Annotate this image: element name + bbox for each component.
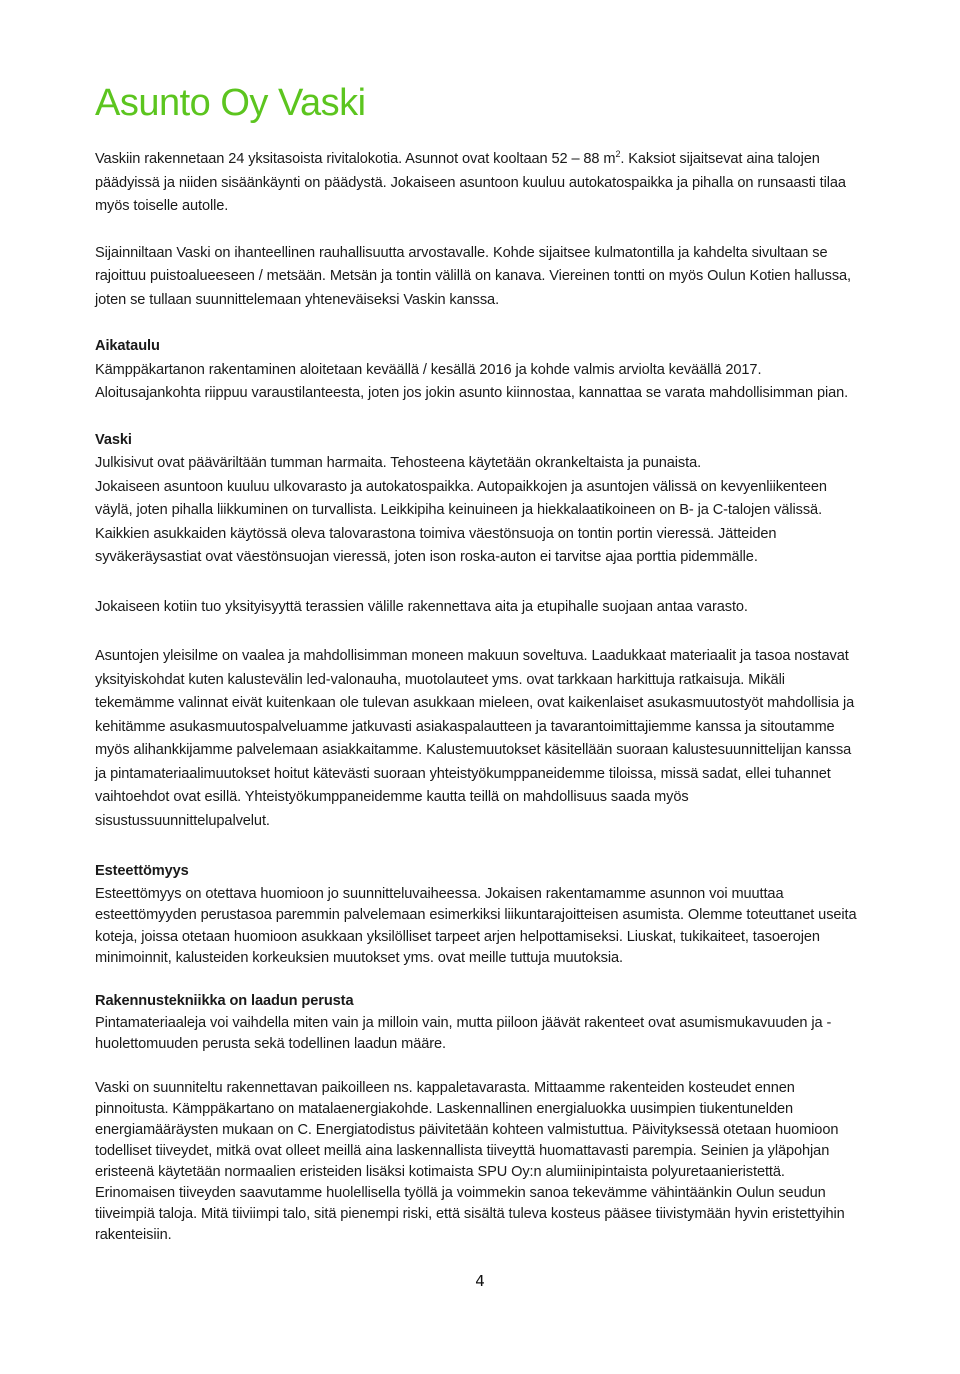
construction-section [95,990,895,1056]
style-line-1: Asuntojen yleisilme on vaalea ja mahdollisimman moneen makuun soveltuva. Laadukkaat materiaalit ja tasoa nostavat [95,648,849,664]
intro-line-1 [95,148,895,172]
accessibility-heading: Esteettömyys [95,863,189,879]
construction-line-2: huolettomuuden perusta sekä todellinen laadun määre. [95,1036,446,1052]
document-page [95,78,895,1269]
technique-line-2: pinnoitusta. Kämppäkartano on matalaenergiakohde. Laskennallinen energialuokka uusimpien tiukentunelden [95,1101,793,1117]
technique-line-5: eristeenä käytetään normaalien eristeiden lisäksi kotimaista SPU Oy:n alumiinipintaista polyuretaanieristettä. [95,1164,785,1180]
style-line-2: yksityiskohdat kuten kalustevälin led-valonauha, muotolauteet yms. ovat tarkkaan harkittuja ratkaisuja. Mikäli [95,671,785,688]
intro-line-1b: . Kaksiot sijaitsevat aina talojen [620,151,820,167]
style-line-3: tekemämme valinnat eivät kuitenkaan ole tulevan asukkaan mieleen, ovat kaikenlaiset asukasmuutostyöt mahdollisia ja [95,695,855,711]
accessibility-section [95,860,895,970]
technique-line-1: Vaski on suunniteltu rakennettavan paikoilleen ns. kappaletavarasta. Mittaamme rakenteiden kosteudet ennen [95,1080,795,1096]
location-line-1: Sijainniltaan Vaski on ihanteellinen rauhallisuutta arvostavalle. Kohde sijaitsee kulmatontilla ja kahdelta sivultaan se [95,244,828,261]
technique-line-4: todelliset tiiveydet, mitkä ovat olleet meillä aina laskennallista tiiveyttä huomattavasti parempia. Seinien ja yläpohjan [95,1143,830,1159]
accessibility-line-2: esteettömyyden perustasoa paremmin palvelemaan esimerkiksi liikuntarajoitteisen asumista. Olemme toteuttanet useita [95,907,857,923]
intro-paragraph [95,148,895,219]
accessibility-line-1: Esteettömyys on otettava huomioon jo suunnitteluvaiheessa. Jokaisen rakentamamme asunnon voi muuttaa [95,885,784,902]
intro-line-3: myös toiselle autolle. [95,198,229,214]
technique-line-7: tiiveimpiä taloja. Mitä tiiviimpi talo, sitä pienempi riski, että sisältä tuleva kosteus pääsee tiivistymään hyvin eristettyihin [95,1206,845,1222]
location-paragraph [95,242,895,313]
style-line-6: ja pintamateriaalimuutokset hoitut kätevästi suoraan yhteistyökumppaneidemme tiloissa, missä sadat, ellei tuhannet [95,765,831,782]
vaski-line-1: Julkisivut ovat pääväriltään tumman harmaita. Tehosteena käytetään okrankeltaista ja punaista. [95,455,702,471]
page-number: 4 [475,1272,485,1290]
style-line-5: myös alihankkijamme palvelemaan asiakkaitamme. Kalustemuutokset käsitellään suoraan kalustesuunnittelijan kanssa [95,742,852,758]
terrace-line-1: Jokaiseen kotiin tuo yksityisyyttä terassien välille rakennettava aita ja etupihalle suojaan antaa varasto. [95,598,748,615]
schedule-line-2: Aloitusajankohta riippuu varaustilanteesta, joten jos jokin asunto kiinnostaa, kannattaa se varata mahdollisimman pian. [95,385,849,401]
accessibility-line-4: minimoinnit, kalusteiden korkeuksien muutokset yms. ovat meille tuttuja muutoksia. [95,950,623,966]
style-line-7: vaihtoehdot ovat esillä. Yhteistyökumppaneidemme kautta teillä on mahdollisuus saada myös [95,789,689,805]
style-line-4: kehitämme asukasmuutospalveluamme jatkuvasti asiakaspalautteen ja tavarantoimittajiemme kanssa ja sitoutamme [95,718,835,735]
terrace-paragraph [95,596,895,620]
schedule-line-1: Kämppäkartanon rakentaminen aloitetaan keväällä / kesällä 2016 ja kohde valmis arviolta keväällä 2017. [95,361,762,378]
technique-line-6: Erinomaisen tiiveyden saavutamme huolellisella työllä ja voimmekin sanoa tekevämme vähintäänkin Oulun seudun [95,1185,826,1201]
construction-line-1: Pintamateriaaleja voi vaihdella miten vain ja milloin vain, mutta piiloon jäävät rakenteet ovat asumismukavuuden ja - [95,1015,832,1031]
page-title: Asunto Oy Vaski [95,82,366,124]
construction-heading: Rakennustekniikka on laadun perusta [95,992,354,1009]
vaski-line-4: Kaikkien asukkaiden käytössä oleva talovarastona toimiva väestönsuoja on tontin portin vieressä. Jätteiden [95,525,777,542]
vaski-line-2: Jokaiseen asuntoon kuuluu ulkovarasto ja autokatospaikka. Autopaikkojen ja asuntojen välissä on kevyenliikenteen [95,478,827,495]
vaski-section [95,429,895,570]
vaski-line-3: väylä, joten pihalla liikkuminen on turvallista. Leikkipiha keinuineen ja hiekkalaatikoineen on B- ja C-talojen välissä. [95,502,823,518]
location-line-3: joten se tullaan suunnittelemaan yhteneväiseksi Vaskin kanssa. [95,291,500,308]
vaski-line-5: syväkeräysastiat ovat väestönsuojan vieressä, joten ison roska-auton ei tarvitse ajaa porttia pidemmälle. [95,549,758,565]
schedule-section [95,335,895,406]
style-line-8: sisustussuunnittelupalvelut. [95,812,270,829]
schedule-heading: Aikataulu [95,338,160,354]
technique-line-8: rakenteisiin. [95,1227,172,1243]
style-paragraph [95,645,895,833]
technique-line-3: energiamääräysten mukaan on C. Energiatodistus päivitetään kohteen valmistuttua. Päivityksessä otetaan huomioon [95,1122,839,1138]
intro-line-2: päädyissä ja niiden sisäänkäynti on päädystä. Jokaiseen asuntoon kuuluu autokatospaikka ja pihalla on runsaasti tilaa [95,174,846,191]
superscript-2: 2 [615,149,621,160]
intro-line-1a: Vaskiin rakennetaan 24 yksitasoista rivitalokotia. Asunnot ovat kooltaan 52 – 88 m [95,151,616,167]
accessibility-line-3: koteja, joissa otetaan huomioon asukkaan yksilölliset tarpeet arjen helpottamiseksi. Liuskat, tukikaiteet, tasoerojen [95,928,820,945]
location-line-2: rajoittuu puistoalueeseen / metsään. Metsän ja tontin välillä on kanava. Viereinen tontti on myös Oulun Kotien hallussa, [95,268,851,284]
vaski-heading: Vaski [95,431,132,448]
technique-paragraph [95,1078,895,1246]
